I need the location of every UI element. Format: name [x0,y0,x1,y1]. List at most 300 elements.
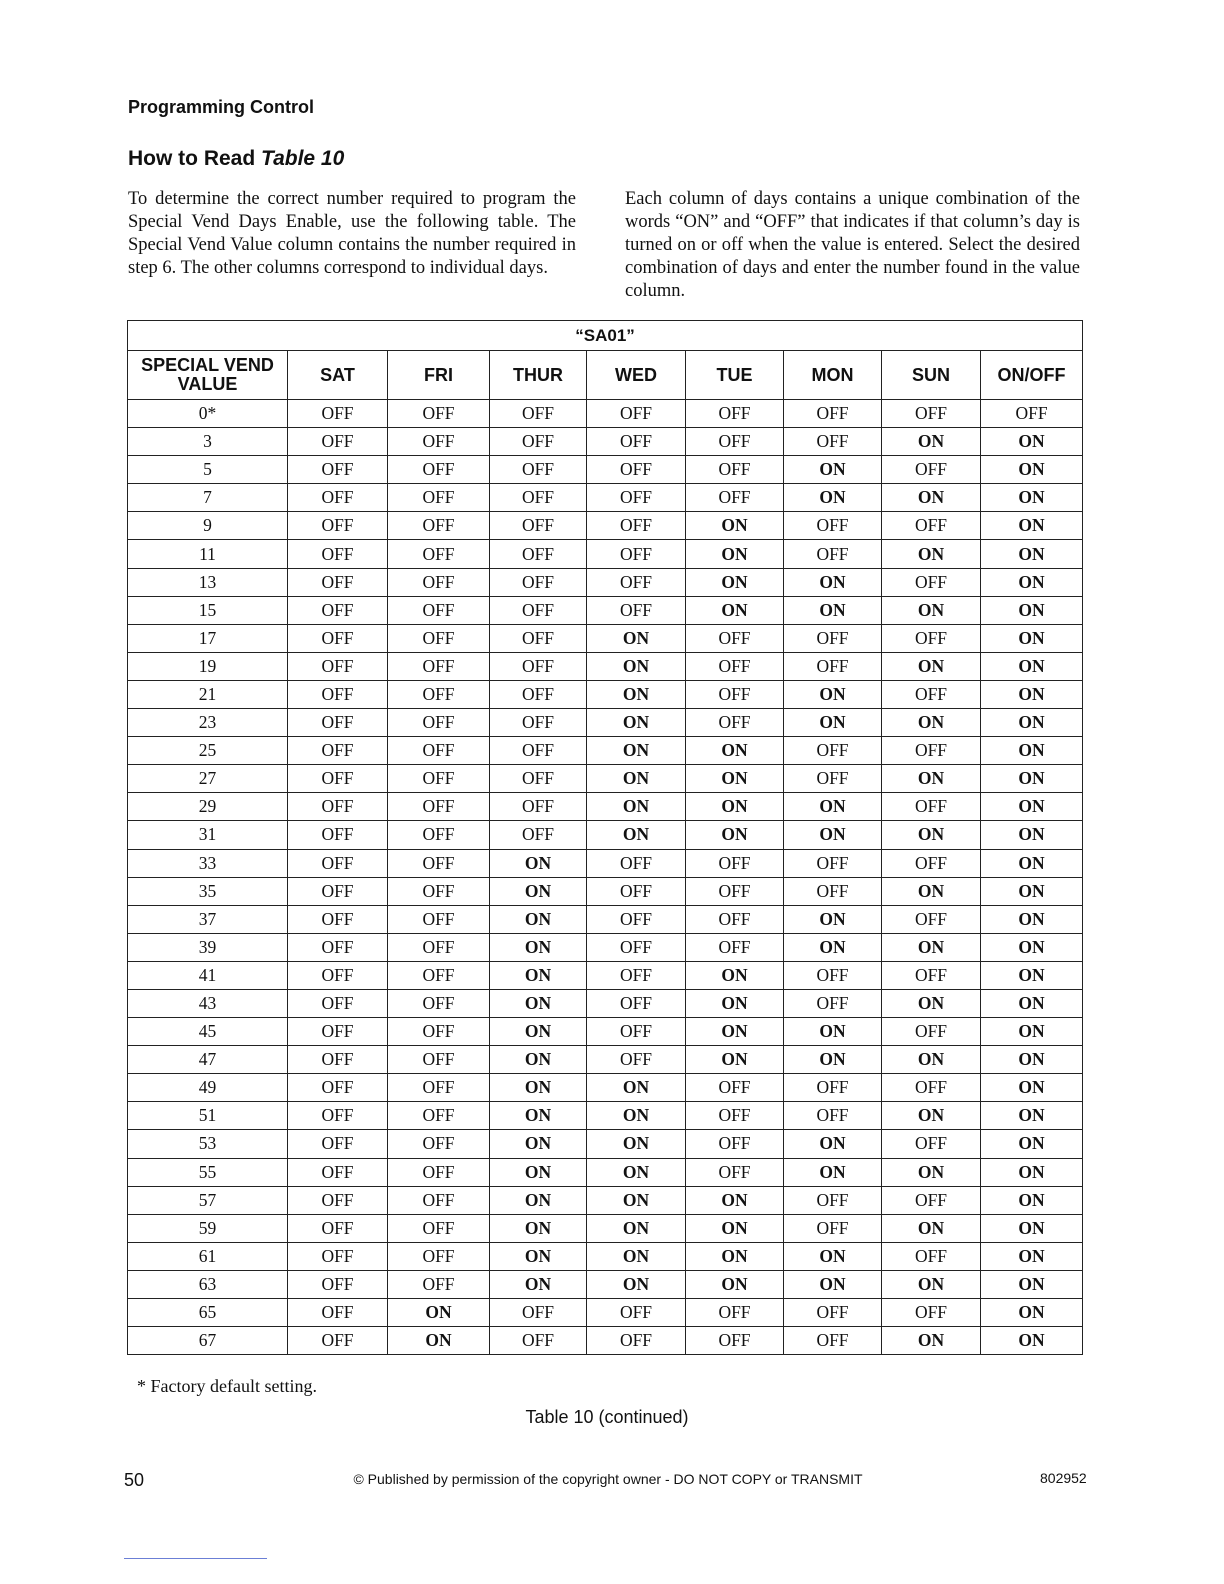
day-state-cell: OFF [490,456,587,484]
column-header-thur: THUR [490,351,587,400]
value-cell: 67 [128,1327,288,1355]
column-header-sun: SUN [882,351,981,400]
day-state-cell: OFF [784,737,882,765]
day-state-cell: ON [882,1270,981,1298]
page-heading [128,147,344,171]
day-state-cell: OFF [288,1158,388,1186]
day-state-cell: OFF [587,849,686,877]
day-state-cell: OFF [882,456,981,484]
value-cell: 29 [128,793,288,821]
day-state-cell: ON [587,1270,686,1298]
column-header-mon: MON [784,351,882,400]
day-state-cell: OFF [288,737,388,765]
table-row [128,1214,1083,1242]
table-caption: Table 10 (continued) [525,1407,689,1427]
day-state-cell: ON [587,1074,686,1102]
day-state-cell: OFF [490,512,587,540]
day-state-cell: OFF [686,428,784,456]
day-state-cell: OFF [587,456,686,484]
day-state-cell: ON [981,849,1083,877]
day-state-cell: ON [981,1186,1083,1214]
copyright-notice: © Published by permission of the copyright owner - DO NOT COPY or TRANSMIT [353,1471,863,1487]
day-state-cell: ON [981,1130,1083,1158]
day-state-cell: OFF [686,709,784,737]
day-state-cell: OFF [784,1299,882,1327]
day-state-cell: ON [784,1270,882,1298]
table-row [128,961,1083,989]
table-row [128,1186,1083,1214]
day-state-cell: OFF [288,793,388,821]
day-state-cell: ON [686,989,784,1017]
value-cell: 27 [128,765,288,793]
day-state-cell: OFF [784,1214,882,1242]
value-cell: 39 [128,933,288,961]
day-state-cell: OFF [784,877,882,905]
column-header-special-vend-value: SPECIAL VEND VALUE [128,351,288,400]
day-state-cell: OFF [686,400,784,428]
value-cell: 35 [128,877,288,905]
day-state-cell: OFF [686,456,784,484]
day-state-cell: OFF [288,512,388,540]
day-state-cell: OFF [587,596,686,624]
day-state-cell: ON [686,1270,784,1298]
day-state-cell: OFF [388,540,490,568]
day-state-cell: OFF [490,709,587,737]
table-row [128,680,1083,708]
day-state-cell: OFF [882,905,981,933]
day-state-cell: OFF [388,568,490,596]
day-state-cell: OFF [686,905,784,933]
day-state-cell: OFF [388,596,490,624]
day-state-cell: OFF [686,1130,784,1158]
table-row [128,765,1083,793]
day-state-cell: ON [686,737,784,765]
day-state-cell: OFF [587,905,686,933]
day-state-cell: ON [882,933,981,961]
day-state-cell: OFF [490,821,587,849]
value-cell: 59 [128,1214,288,1242]
value-cell: 3 [128,428,288,456]
day-state-cell: OFF [882,400,981,428]
table-row [128,400,1083,428]
day-state-cell: OFF [686,652,784,680]
value-cell: 45 [128,1018,288,1046]
day-state-cell: ON [981,596,1083,624]
day-state-cell: ON [981,484,1083,512]
day-state-cell: OFF [288,1074,388,1102]
day-state-cell: ON [587,1186,686,1214]
table-row [128,905,1083,933]
day-state-cell: ON [784,1242,882,1270]
day-state-cell: ON [784,1130,882,1158]
day-state-cell: ON [882,765,981,793]
value-cell: 53 [128,1130,288,1158]
day-state-cell: OFF [784,512,882,540]
day-state-cell: OFF [388,1242,490,1270]
day-state-cell: OFF [388,484,490,512]
day-state-cell: ON [882,1046,981,1074]
day-state-cell: ON [981,428,1083,456]
day-state-cell: ON [882,1158,981,1186]
day-state-cell: OFF [388,1186,490,1214]
day-state-cell: OFF [288,1214,388,1242]
day-state-cell: OFF [288,709,388,737]
day-state-cell: OFF [784,1327,882,1355]
table-row [128,540,1083,568]
day-state-cell: ON [490,1242,587,1270]
day-state-cell: ON [686,1214,784,1242]
day-state-cell: OFF [587,989,686,1017]
day-state-cell: OFF [490,737,587,765]
table-row [128,596,1083,624]
day-state-cell: OFF [288,821,388,849]
day-state-cell: OFF [686,1102,784,1130]
day-state-cell: OFF [784,961,882,989]
day-state-cell: ON [882,1327,981,1355]
day-state-cell: ON [587,709,686,737]
table-row [128,456,1083,484]
day-state-cell: ON [981,652,1083,680]
day-state-cell: OFF [882,961,981,989]
day-state-cell: ON [587,1158,686,1186]
day-state-cell: OFF [587,1046,686,1074]
day-state-cell: OFF [587,400,686,428]
special-vend-table [127,320,1082,1355]
day-state-cell: ON [587,652,686,680]
value-cell: 9 [128,512,288,540]
column-header-fri: FRI [388,351,490,400]
day-state-cell: ON [981,1158,1083,1186]
day-state-cell: ON [981,737,1083,765]
day-state-cell: OFF [388,1102,490,1130]
day-state-cell: ON [981,765,1083,793]
day-state-cell: ON [981,1074,1083,1102]
day-state-cell: ON [981,933,1083,961]
day-state-cell: OFF [490,680,587,708]
day-state-cell: ON [981,1327,1083,1355]
day-state-cell: ON [587,1242,686,1270]
day-state-cell: ON [882,709,981,737]
day-state-cell: ON [784,905,882,933]
table-row [128,428,1083,456]
day-state-cell: ON [981,989,1083,1017]
day-state-cell: ON [587,624,686,652]
table-row [128,989,1083,1017]
day-state-cell: OFF [388,456,490,484]
day-state-cell: OFF [882,624,981,652]
day-state-cell: ON [587,737,686,765]
value-cell: 41 [128,961,288,989]
day-state-cell: ON [882,989,981,1017]
value-cell: 47 [128,1046,288,1074]
table-title: “SA01” [128,321,1083,351]
day-state-cell: ON [981,1214,1083,1242]
day-state-cell: OFF [388,512,490,540]
day-state-cell: OFF [288,849,388,877]
day-state-cell: ON [784,596,882,624]
day-state-cell: ON [587,765,686,793]
intro-paragraph-left: To determine the correct number required to program the Special Vend Days Enable, use the following table. The Special Vend Value column contains the number required in step 6. The other columns correspond to individual days. [128,189,576,278]
day-state-cell: OFF [388,737,490,765]
day-state-cell: ON [981,961,1083,989]
day-state-cell: OFF [784,765,882,793]
day-state-cell: OFF [388,1158,490,1186]
day-state-cell: OFF [490,624,587,652]
column-header-on-off: ON/OFF [981,351,1083,400]
day-state-cell: ON [981,1270,1083,1298]
day-state-cell: ON [490,1074,587,1102]
day-state-cell: OFF [288,989,388,1017]
day-state-cell: ON [686,793,784,821]
day-state-cell: ON [784,933,882,961]
day-state-cell: OFF [882,737,981,765]
value-cell: 13 [128,568,288,596]
day-state-cell: ON [981,877,1083,905]
day-state-cell: OFF [882,793,981,821]
day-state-cell: OFF [686,484,784,512]
day-state-cell: ON [587,821,686,849]
day-state-cell: ON [882,877,981,905]
day-state-cell: ON [784,484,882,512]
day-state-cell: OFF [587,484,686,512]
day-state-cell: OFF [882,1074,981,1102]
day-state-cell: ON [587,1102,686,1130]
day-state-cell: ON [686,568,784,596]
day-state-cell: ON [981,456,1083,484]
day-state-cell: ON [490,1158,587,1186]
day-state-cell: ON [981,1299,1083,1327]
day-state-cell: OFF [686,1327,784,1355]
day-state-cell: OFF [882,1242,981,1270]
day-state-cell: ON [686,1242,784,1270]
document-number: 802952 [1040,1470,1087,1486]
table-row [128,1327,1083,1355]
day-state-cell: ON [882,428,981,456]
day-state-cell: OFF [784,428,882,456]
day-state-cell: OFF [288,540,388,568]
day-state-cell: OFF [587,540,686,568]
day-state-cell: OFF [388,624,490,652]
day-state-cell: ON [981,1102,1083,1130]
day-state-cell: OFF [686,624,784,652]
day-state-cell: ON [981,905,1083,933]
value-cell: 7 [128,484,288,512]
day-state-cell: OFF [490,428,587,456]
day-state-cell: ON [882,821,981,849]
day-state-cell: OFF [288,680,388,708]
day-state-cell: ON [587,793,686,821]
day-state-cell: OFF [784,1186,882,1214]
day-state-cell: OFF [288,568,388,596]
table-row [128,793,1083,821]
table-row [128,1270,1083,1298]
day-state-cell: OFF [784,849,882,877]
day-state-cell: OFF [288,456,388,484]
value-cell: 33 [128,849,288,877]
day-state-cell: OFF [882,1186,981,1214]
day-state-cell: ON [981,1046,1083,1074]
day-state-cell: ON [490,1270,587,1298]
day-state-cell: OFF [784,540,882,568]
day-state-cell: OFF [388,765,490,793]
day-state-cell: ON [490,1214,587,1242]
day-state-cell: OFF [288,933,388,961]
day-state-cell: OFF [490,1327,587,1355]
day-state-cell: OFF [686,1074,784,1102]
day-state-cell: OFF [388,1074,490,1102]
day-state-cell: ON [784,568,882,596]
day-state-cell: OFF [288,961,388,989]
day-state-cell: OFF [686,877,784,905]
day-state-cell: ON [490,1046,587,1074]
day-state-cell: OFF [587,1327,686,1355]
table-row [128,849,1083,877]
table-row [128,484,1083,512]
day-state-cell: ON [686,1018,784,1046]
day-state-cell: ON [981,568,1083,596]
section-header: Programming Control [128,97,315,117]
table-row [128,1074,1083,1102]
day-state-cell: OFF [288,400,388,428]
day-state-cell: ON [784,1158,882,1186]
day-state-cell: ON [784,456,882,484]
day-state-cell: ON [784,709,882,737]
day-state-cell: ON [686,512,784,540]
day-state-cell: OFF [388,933,490,961]
day-state-cell: OFF [882,680,981,708]
table-row [128,737,1083,765]
value-cell: 23 [128,709,288,737]
column-header-wed: WED [587,351,686,400]
day-state-cell: ON [981,1242,1083,1270]
value-cell: 31 [128,821,288,849]
day-state-cell: OFF [388,905,490,933]
table-row [128,568,1083,596]
day-state-cell: ON [784,1018,882,1046]
day-state-cell: ON [981,821,1083,849]
day-state-cell: ON [490,933,587,961]
day-state-cell: OFF [490,568,587,596]
day-state-cell: ON [784,793,882,821]
day-state-cell: OFF [388,1214,490,1242]
day-state-cell: OFF [388,1046,490,1074]
column-header-sat: SAT [288,351,388,400]
day-state-cell: OFF [288,1327,388,1355]
day-state-cell: OFF [288,765,388,793]
day-state-cell: ON [490,1186,587,1214]
table-row [128,933,1083,961]
day-state-cell: OFF [388,400,490,428]
day-state-cell: OFF [388,821,490,849]
value-cell: 65 [128,1299,288,1327]
day-state-cell: ON [490,905,587,933]
value-cell: 15 [128,596,288,624]
day-state-cell: OFF [882,1130,981,1158]
day-state-cell: OFF [288,877,388,905]
day-state-cell: ON [587,1130,686,1158]
heading-table-ref: Table 10 [261,147,345,170]
day-state-cell: OFF [288,1270,388,1298]
day-state-cell: OFF [288,1186,388,1214]
day-state-cell: ON [388,1299,490,1327]
value-cell: 61 [128,1242,288,1270]
day-state-cell: OFF [490,484,587,512]
day-state-cell: OFF [490,400,587,428]
footnote: * Factory default setting. [137,1376,317,1396]
day-state-cell: OFF [587,933,686,961]
day-state-cell: OFF [686,933,784,961]
day-state-cell: OFF [587,428,686,456]
value-cell: 5 [128,456,288,484]
day-state-cell: OFF [388,652,490,680]
value-cell: 25 [128,737,288,765]
table-row [128,877,1083,905]
table-row [128,624,1083,652]
table-row [128,1102,1083,1130]
day-state-cell: OFF [587,877,686,905]
day-state-cell: ON [686,961,784,989]
day-state-cell: ON [784,1046,882,1074]
day-state-cell: ON [981,1018,1083,1046]
table-row [128,1130,1083,1158]
day-state-cell: OFF [587,961,686,989]
day-state-cell: OFF [490,596,587,624]
day-state-cell: OFF [882,1299,981,1327]
day-state-cell: OFF [288,1046,388,1074]
day-state-cell: ON [784,680,882,708]
day-state-cell: OFF [388,793,490,821]
day-state-cell: OFF [882,849,981,877]
day-state-cell: OFF [784,400,882,428]
bottom-rule [124,1558,267,1559]
day-state-cell: OFF [490,652,587,680]
heading-prefix: How to Read [128,147,262,170]
day-state-cell: OFF [288,1130,388,1158]
value-cell: 51 [128,1102,288,1130]
day-state-cell: ON [981,680,1083,708]
value-cell: 49 [128,1074,288,1102]
day-state-cell: OFF [388,989,490,1017]
day-state-cell: ON [981,793,1083,821]
table-row [128,652,1083,680]
page-number: 50 [124,1470,145,1490]
day-state-cell: OFF [490,793,587,821]
day-state-cell: OFF [288,1242,388,1270]
day-state-cell: OFF [288,1102,388,1130]
day-state-cell: OFF [288,1018,388,1046]
day-state-cell: OFF [388,709,490,737]
day-state-cell: ON [686,765,784,793]
value-cell: 57 [128,1186,288,1214]
day-state-cell: ON [981,512,1083,540]
table-row [128,512,1083,540]
day-state-cell: OFF [388,1130,490,1158]
day-state-cell: ON [981,540,1083,568]
day-state-cell: ON [490,961,587,989]
value-cell: 11 [128,540,288,568]
day-state-cell: OFF [288,428,388,456]
day-state-cell: ON [490,1130,587,1158]
day-state-cell: ON [490,1018,587,1046]
table-row [128,1046,1083,1074]
day-state-cell: OFF [587,568,686,596]
table-header-row [128,351,1083,400]
day-state-cell: ON [490,877,587,905]
day-state-cell: OFF [288,624,388,652]
value-cell: 63 [128,1270,288,1298]
day-state-cell: OFF [784,989,882,1017]
day-state-cell: OFF [388,849,490,877]
